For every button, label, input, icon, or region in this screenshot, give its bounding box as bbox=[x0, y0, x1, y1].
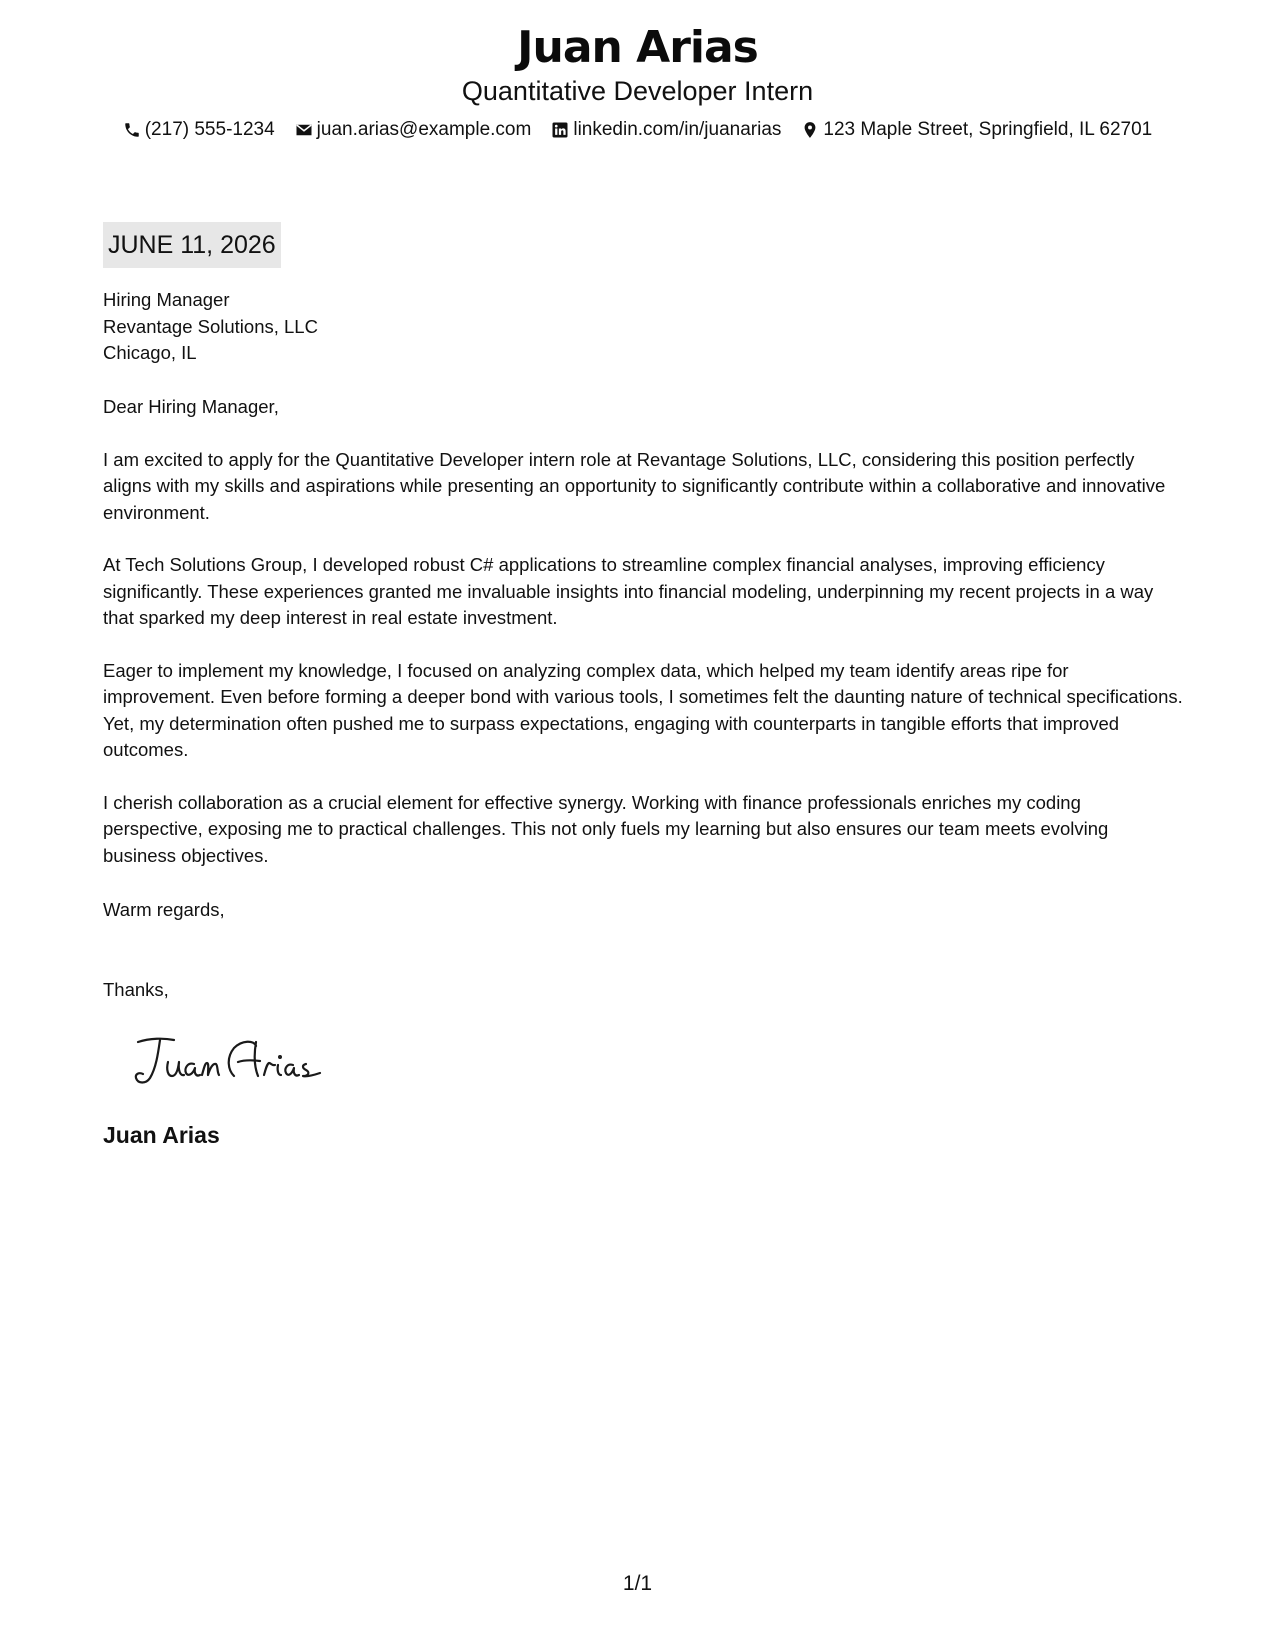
body-paragraph: I am excited to apply for the Quantitative Developer intern role at Revantage Solutions, LLC, considering this position perfectly aligns with my skills and aspirations while presenting an opportunity to significantly contribute within a collaborative and innovative environment. bbox=[103, 448, 1166, 523]
contact-linkedin bbox=[551, 118, 781, 142]
applicant-name: Juan Arias bbox=[517, 22, 758, 73]
letter-body bbox=[103, 394, 1183, 895]
recipient-line: Revantage Solutions, LLC bbox=[103, 315, 318, 337]
address-text: 123 Maple Street, Springfield, IL 62701 bbox=[823, 119, 1153, 140]
envelope-icon bbox=[295, 121, 313, 139]
recipient-block bbox=[103, 287, 318, 367]
phone-icon bbox=[123, 121, 141, 139]
handwritten-signature bbox=[130, 1030, 340, 1090]
signed-name: Juan Arias bbox=[103, 1122, 220, 1148]
linkedin-text: linkedin.com/in/juanarias bbox=[573, 119, 782, 140]
contact-address bbox=[801, 118, 1152, 142]
body-paragraph: I cherish collaboration as a crucial element for effective synergy. Working with finance professionals enriches my coding perspective, exposing me to practical challenges. This not only fuels my learning but also ensures our team meets evolving business objectives. bbox=[103, 791, 1109, 866]
map-pin-icon bbox=[801, 121, 819, 139]
contact-phone bbox=[123, 118, 275, 142]
body-paragraph: At Tech Solutions Group, I developed robust C# applications to streamline complex financial analyses, improving efficiency significantly. These experiences granted me invaluable insights into financial modeling, underpinning my recent projects in a way that sparked my deep interest in real estate investment. bbox=[103, 554, 1154, 628]
letter-header bbox=[0, 22, 1275, 142]
applicant-title: Quantitative Developer Intern bbox=[461, 76, 814, 106]
letter-date: JUNE 11, 2026 bbox=[103, 222, 281, 268]
page-number: 1/1 bbox=[622, 1572, 653, 1595]
thanks-line: Thanks, bbox=[103, 979, 169, 1000]
salutation: Dear Hiring Manager, bbox=[103, 396, 279, 417]
recipient-line: Hiring Manager bbox=[103, 289, 230, 310]
linkedin-icon bbox=[551, 121, 569, 139]
recipient-line: Chicago, IL bbox=[103, 342, 197, 363]
contact-info bbox=[0, 118, 1275, 142]
phone-text: (217) 555-1234 bbox=[144, 119, 275, 140]
contact-email bbox=[295, 118, 532, 142]
closing-line: Warm regards, bbox=[103, 899, 225, 920]
email-text: juan.arias@example.com bbox=[316, 119, 532, 140]
body-paragraph: Eager to implement my knowledge, I focused on analyzing complex data, which helped my team identify areas ripe for improvement. Even before forming a deeper bond with various tools, I sometimes felt the daunting nature of technical specifications. Yet, my determination often pushed me to surpass expectations, engaging with counterparts in tangible efforts that improved outcomes. bbox=[103, 659, 1183, 760]
